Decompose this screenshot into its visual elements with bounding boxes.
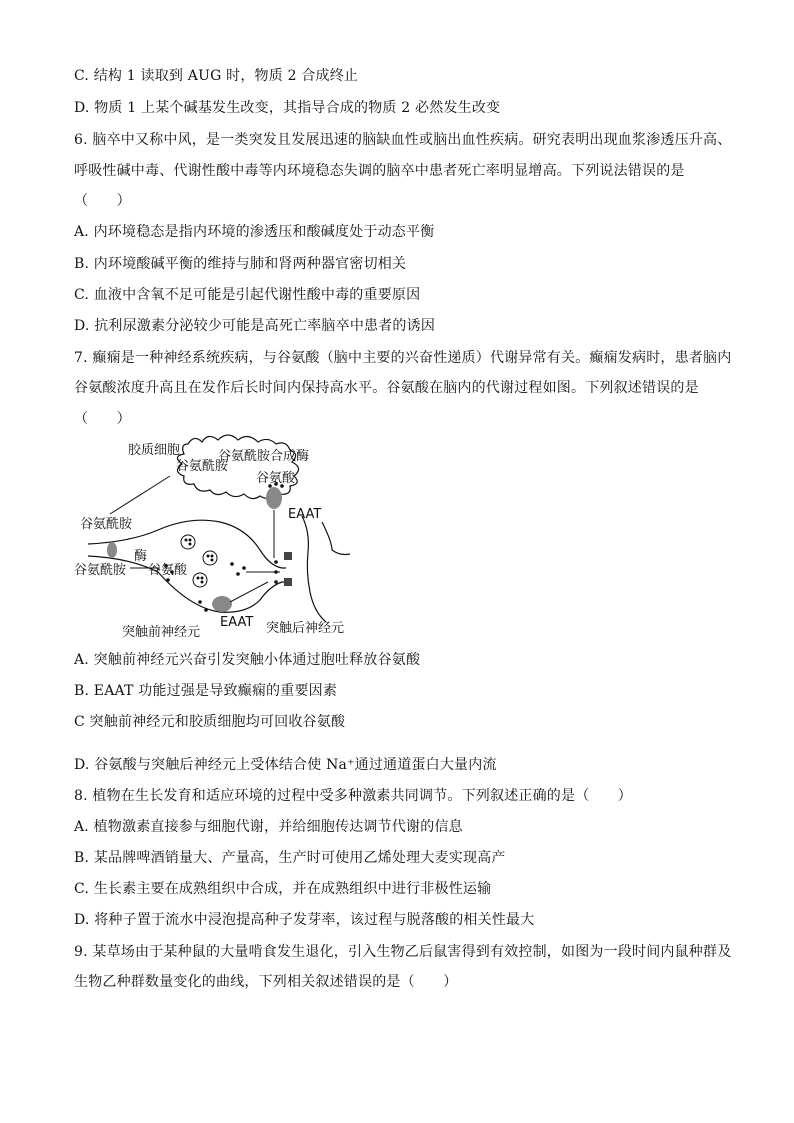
postsynaptic-neuron-outline bbox=[302, 516, 350, 622]
vesicle bbox=[193, 573, 207, 587]
glutamine-transporter bbox=[107, 542, 117, 558]
q9-stem-line2: 生物乙种群数量变化的曲线，下列相关叙述错误的是（ ） bbox=[74, 974, 458, 990]
q6-option-c: C. 血液中含氧不足可能是引起代谢性酸中毒的重要原因 bbox=[74, 287, 421, 303]
vesicle bbox=[203, 551, 217, 565]
label-glutamine-left-bottom: 谷氨酰胺 bbox=[74, 563, 127, 578]
label-glutamate-glia: 谷氨酸 bbox=[256, 471, 296, 486]
q7-option-a: A. 突触前神经元兴奋引发突触小体通过胞吐释放谷氨酸 bbox=[74, 652, 421, 668]
label-eaat-top: EAAT bbox=[288, 507, 322, 522]
label-glutamine-synthetase: 谷氨酰胺合成酶 bbox=[218, 449, 310, 464]
glutamate-metabolism-diagram bbox=[70, 432, 370, 644]
label-postsynaptic: 突触后神经元 bbox=[266, 621, 345, 636]
vesicle bbox=[181, 535, 195, 549]
label-eaat-bottom: EAAT bbox=[220, 615, 254, 630]
label-glutamine-glia: 谷氨酰胺 bbox=[176, 459, 229, 474]
label-glutamate-neuron: 谷氨酸 bbox=[148, 563, 188, 578]
q6-option-a: A. 内环境稳态是指内环境的渗透压和酸碱度处于动态平衡 bbox=[74, 224, 435, 240]
q8-option-b: B. 某品牌啤酒销量大、产量高，生产时可使用乙烯处理大麦实现高产 bbox=[74, 850, 506, 866]
q6-blank: （ ） bbox=[74, 193, 131, 209]
arrow-glia-to-glutamine bbox=[110, 476, 170, 514]
label-glutamine-left-top: 谷氨酰胺 bbox=[80, 517, 133, 532]
q5-option-d: D. 物质 1 上某个碱基发生改变，其指导合成的物质 2 必然发生改变 bbox=[74, 100, 501, 116]
q7-option-b: B. EAAT 功能过强是导致癫痫的重要因素 bbox=[74, 683, 338, 699]
q6-option-d: D. 抗利尿激素分泌较少可能是高死亡率脑卒中患者的诱因 bbox=[74, 318, 436, 334]
q6-stem-line2: 呼吸性碱中毒、代谢性酸中毒等内环境稳态失调的脑卒中患者死亡率明显增高。下列说法错误的是 bbox=[74, 163, 685, 179]
label-glial-cell: 胶质细胞 bbox=[128, 443, 181, 458]
eaat-top-transporter bbox=[266, 487, 282, 509]
label-presynaptic: 突触前神经元 bbox=[122, 625, 201, 640]
arrow-reuptake-neuron bbox=[230, 582, 268, 602]
q5-option-c: C. 结构 1 读取到 AUG 时，物质 2 合成终止 bbox=[74, 68, 359, 84]
q7-option-d: D. 谷氨酸与突触后神经元上受体结合使 Na⁺通过通道蛋白大量内流 bbox=[74, 757, 497, 773]
q8-stem: 8. 植物在生长发育和适应环境的过程中受多种激素共同调节。下列叙述正确的是（ ） bbox=[74, 788, 633, 804]
q8-option-d: D. 将种子置于流水中浸泡提高种子发芽率，该过程与脱落酸的相关性最大 bbox=[74, 912, 535, 928]
label-enzyme: 酶 bbox=[134, 549, 148, 564]
q7-option-c: C 突触前神经元和胶质细胞均可回收谷氨酸 bbox=[74, 714, 346, 730]
q9-stem-line1: 9. 某草场由于某种鼠的大量啃食发生退化，引入生物乙后鼠害得到有效控制，如图为一段时间内鼠种群及 bbox=[74, 944, 732, 960]
receptor-upper bbox=[284, 552, 292, 560]
receptor-lower bbox=[284, 578, 292, 586]
q7-blank: （ ） bbox=[74, 411, 131, 427]
q7-stem-line2: 谷氨酸浓度升高且在发作后长时间内保持高水平。谷氨酸在脑内的代谢过程如图。下列叙述错误的是 bbox=[74, 380, 699, 396]
eaat-bottom-transporter bbox=[212, 596, 232, 612]
q7-stem-line1: 7. 癫痫是一种神经系统疾病，与谷氨酸（脑中主要的兴奋性递质）代谢异常有关。癫痫发病时，患者脑内 bbox=[74, 350, 732, 366]
q6-option-b: B. 内环境酸碱平衡的维持与肺和肾两种器官密切相关 bbox=[74, 256, 407, 272]
q8-option-c: C. 生长素主要在成熟组织中合成，并在成熟组织中进行非极性运输 bbox=[74, 881, 492, 897]
q8-option-a: A. 植物激素直接参与细胞代谢，并给细胞传达调节代谢的信息 bbox=[74, 819, 463, 835]
q6-stem-line1: 6. 脑卒中又称中风，是一类突发且发展迅速的脑缺血性或脑出血性疾病。研究表明出现血浆渗透压升高、 bbox=[74, 132, 732, 148]
